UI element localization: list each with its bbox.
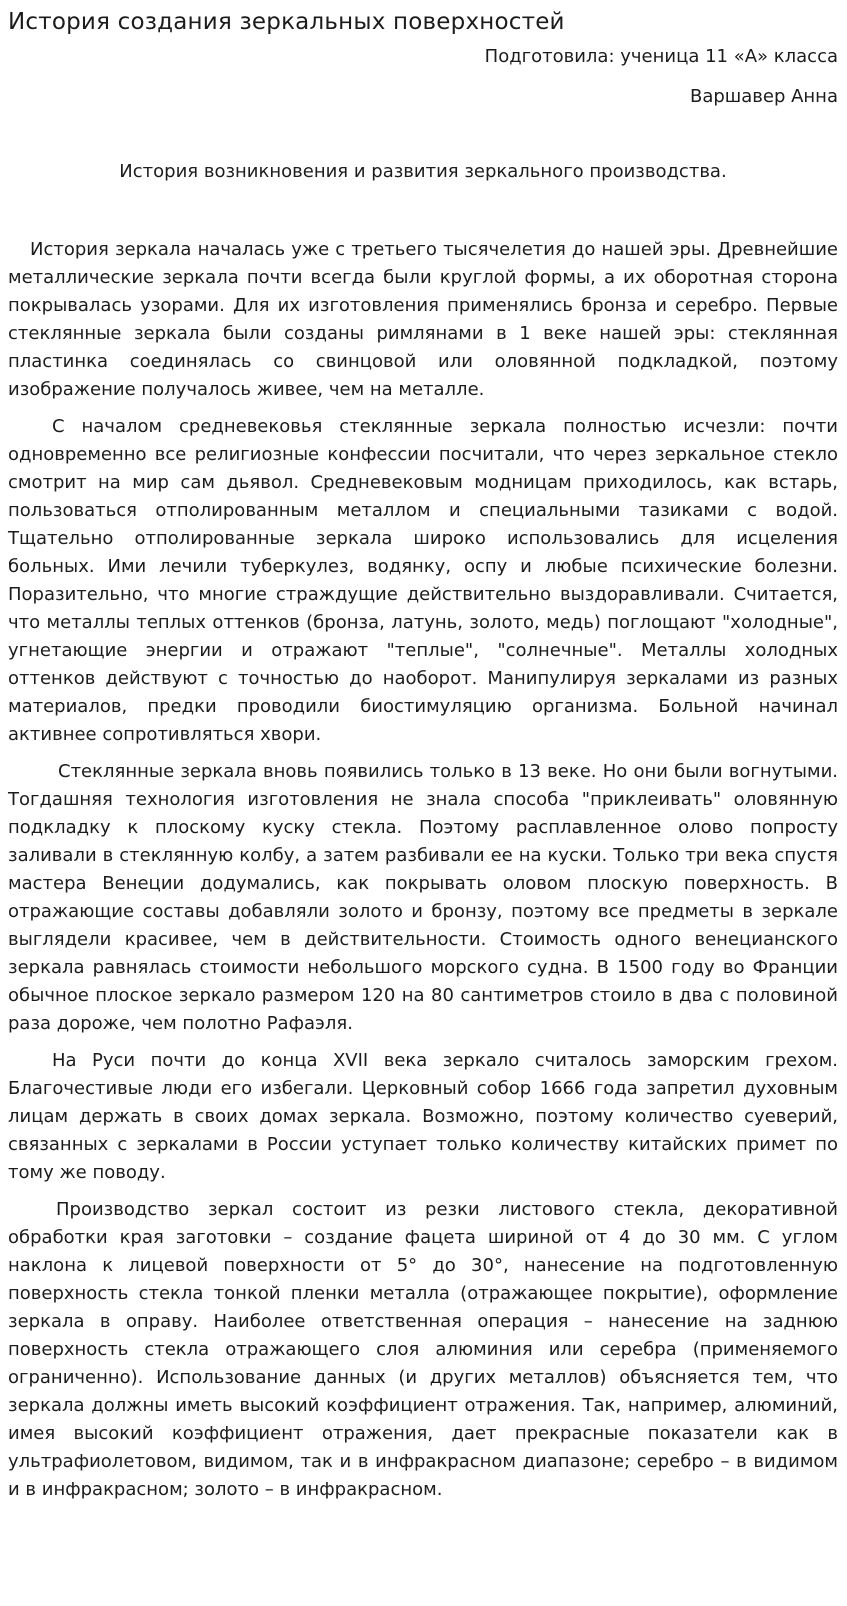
section-subtitle: История возникновения и развития зеркального производства.: [119, 161, 727, 182]
paragraph: С началом средневековья стеклянные зеркала полностью исчезли: почти одновременно все религиозные конфессии посчитали, что через зеркальное стекло смотрит на мир сам дьявол. Средневековым модницам приходилось, как встарь, пользоваться отполированным металлом и специальными тазиками с водой. Тщательно отполированные зеркала широко использовались для исцеления больных. Ими лечили туберкулез, водянку, оспу и любые психические болезни. Поразительно, что многие страждущие действительно выздоравливали. Считается, что металлы теплых оттенков (бронза, латунь, золото, медь) поглощают "холодные", угнетающие энергии и отражают "теплые", "солнечные". Металлы холодных оттенков действуют с точностью до наоборот. Манипулируя зеркалами из разных материалов, предки проводили биостимуляцию организма. Больной начинал активнее сопротивляться хвори.: [8, 416, 838, 745]
document-title: История создания зеркальных поверхностей: [8, 9, 565, 35]
document-page: [8, 0, 838, 1513]
paragraph: Производство зеркал состоит из резки листового стекла, декоративной обработки края заготовки – создание фацета шириной от 4 до 30 мм. С углом наклона к лицевой поверхности от 5° до 30°, нанесение на подготовленную поверхность стекла тонкой пленки металла (отражающее покрытие), оформление зеркала в оправу. Наиболее ответственная операция – нанесение на заднюю поверхность стекла отражающего слоя алюминия или серебра (применяемого ограниченно). Использование данных (и других металлов) объясняется тем, что зеркала должны иметь высокий коэффициент отражения. Так, например, алюминий, имея высокий коэффициент отражения, дает прекрасные показатели как в ультрафиолетовом, видимом, так и в инфракрасном диапазоне; серебро – в видимом и в инфракрасном; золото – в инфракрасном.: [8, 1199, 838, 1500]
paragraph: История зеркала началась уже с третьего тысячелетия до нашей эры. Древнейшие металлические зеркала почти всегда были круглой формы, а их оборотная сторона покрывалась узорами. Для их изготовления применялись бронза и серебро. Первые стеклянные зеркала были созданы римлянами в 1 веке нашей эры: стеклянная пластинка соединялась со свинцовой или оловянной подкладкой, поэтому изображение получалось живее, чем на металле.: [8, 239, 838, 400]
paragraph: На Руси почти до конца XVII века зеркало считалось заморским грехом. Благочестивые люди его избегали. Церковный собор 1666 года запретил духовным лицам держать в своих домах зеркала. Возможно, поэтому количество суеверий, связанных с зеркалами в России уступает только количеству китайских примет по тому же поводу.: [8, 1050, 838, 1183]
author-line: Подготовила: ученица 11 «А» класса: [484, 46, 838, 67]
document-body: [8, 236, 838, 1504]
paragraph: Стеклянные зеркала вновь появились только в 13 веке. Но они были вогнутыми. Тогдашняя технология изготовления не знала способа "приклеивать" оловянную подкладку к плоскому куску стекла. Поэтому расплавленное олово попросту заливали в стеклянную колбу, а затем разбивали ее на куски. Только три века спустя мастера Венеции додумались, как покрывать оловом плоскую поверхность. В отражающие составы добавляли золото и бронзу, поэтому все предметы в зеркале выглядели красивее, чем в действительности. Стоимость одного венецианского зеркала равнялась стоимости небольшого морского судна. В 1500 году во Франции обычное плоское зеркало размером 120 на 80 сантиметров стоило в два с половиной раза дороже, чем полотно Рафаэля.: [8, 761, 838, 1034]
author-name: Варшавер Анна: [689, 86, 838, 107]
